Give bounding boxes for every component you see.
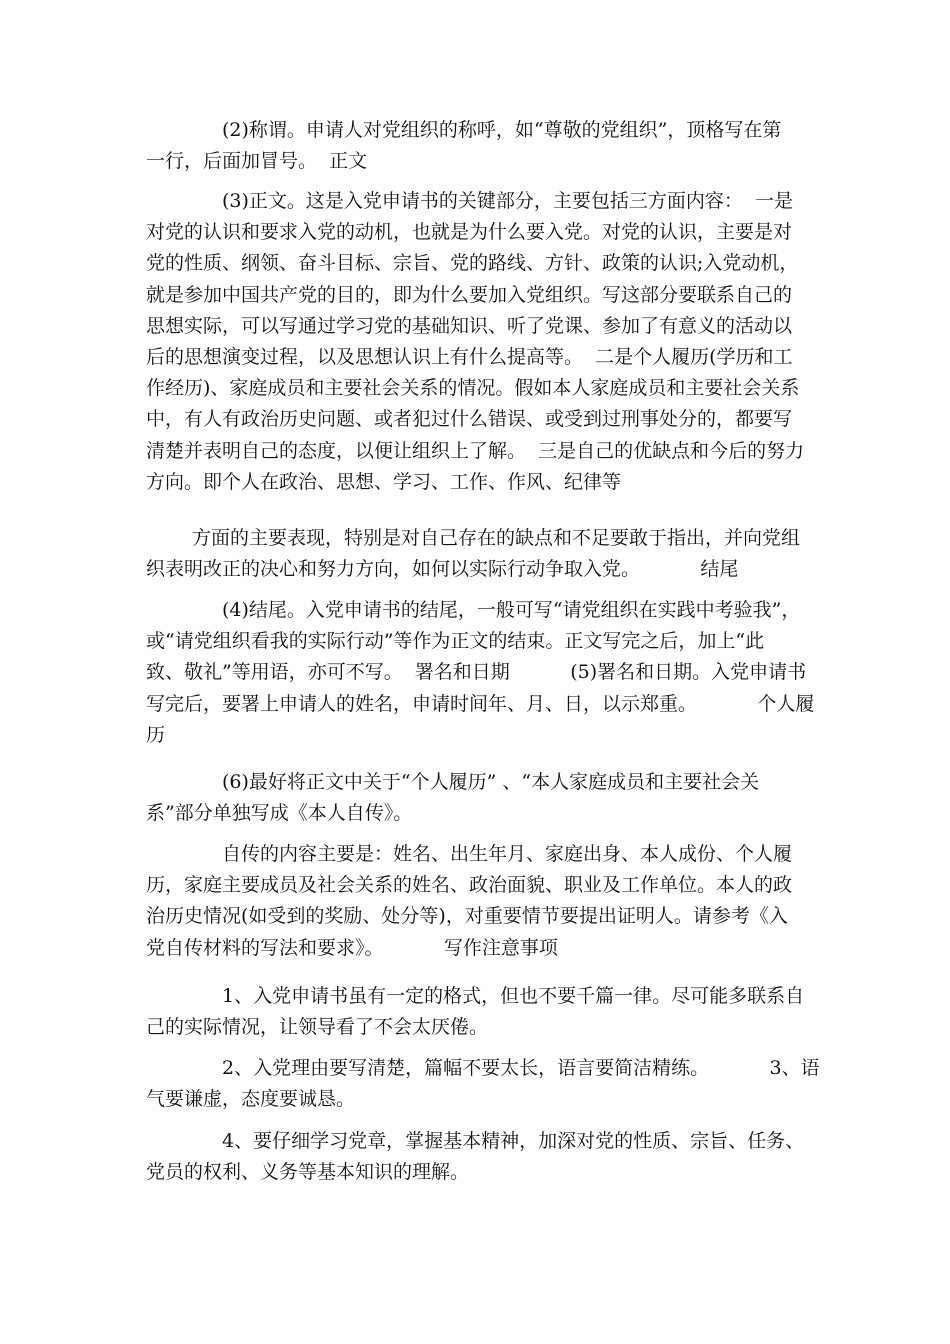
text-line: 党员的权利、义务等基本知识的理解。 [146,1161,470,1184]
paragraph-body-continued [146,523,806,585]
paragraph-appellation [146,115,806,177]
text-line: (3)正文。这是入党申请书的关键部分，主要包括三方面内容： 一是 [222,190,793,212]
text-line: 一行，后面加冒号。 正文 [146,150,368,173]
text-line: 或“请党组织看我的实际行动”等作为正文的结束。正文写完之后，加上“此 [146,630,765,653]
paragraph-note-4 [146,1126,806,1188]
text-line: 致、敬礼”等用语，亦可不写。 署名和日期 (5)署名和日期。入党申请书 [146,661,807,684]
text-line: 对党的认识和要求入党的动机，也就是为什么要入党。对党的认识，主要是对 [146,221,793,244]
text-line: 清楚并表明自己的态度，以便让组织上了解。 三是自己的优缺点和今后的努力 [146,439,805,462]
text-line: 治历史情况(如受到的奖励、处分等)，对重要情节要提出证明人。请参考《入 [146,905,788,928]
paragraph-closing [146,595,815,751]
text-line: 写完后，要署上申请人的姓名，申请时间年、月、日，以示郑重。 个人履 [146,692,815,715]
text-line: 思想实际，可以写通过学习党的基础知识、听了党课、参加了有意义的活动以 [146,314,793,337]
text-line: 气要谦虚，态度要诚恳。 [146,1088,356,1111]
text-line: 就是参加中国共产党的目的，即为什么要加入党组织。写这部分要联系自己的 [146,283,793,306]
text-line: 自传的内容主要是：姓名、出生年月、家庭出身、本人成份、个人履 [222,843,793,865]
paragraph-note-2 [146,1053,820,1115]
text-line: 中，有人有政治历史问题、或者犯过什么错误、或受到过刑事处分的，都要写 [146,408,793,431]
text-line: 织表明改正的决心和努力方向，如何以实际行动争取入党。 结尾 [146,558,739,581]
text-line: 历 [146,723,166,746]
text-line: 党的性质、纲领、奋斗目标、宗旨、党的路线、方针、政策的认识;入党动机， [146,252,799,275]
text-line: 作经历)、家庭成员和主要社会关系的情况。假如本人家庭成员和主要社会关系 [146,377,800,400]
text-line: 后的思想演变过程，以及思想认识上有什么提高等。 二是个人履历(学历和工 [146,346,793,369]
text-line: 1、入党申请书虽有一定的格式，但也不要千篇一律。尽可能多联系自 [222,985,805,1007]
paragraph-note-1 [146,981,806,1043]
paragraph-body [146,186,806,498]
text-line: (6)最好将正文中关于“个人履历” 、“本人家庭成员和主要社会关 [222,771,760,793]
text-line: 方面的主要表现，特别是对自己存在的缺点和不足要敢于指出，并向党组 [192,527,801,549]
text-line: 方向。即个人在政治、思想、学习、工作、作风、纪律等 [146,470,622,493]
text-line: 历，家庭主要成员及社会关系的姓名、政治面貌、职业及工作单位。本人的政 [146,874,793,897]
text-line: 2、入党理由要写清楚，篇幅不要太长，语言要简洁精练。 3、语 [222,1057,820,1079]
text-line: (4)结尾。入党申请书的结尾，一般可写“请党组织在实践中考验我”， [222,599,801,621]
text-line: 4、要仔细学习党章，掌握基本精神，加深对党的性质、宗旨、任务、 [222,1130,805,1152]
text-line: 系”部分单独写成《本人自传》。 [146,802,413,825]
text-line: 党自传材料的写法和要求》。 写作注意事项 [146,936,558,959]
text-line: 己的实际情况，让领导看了不会太厌倦。 [146,1016,489,1039]
paragraph-autobiography [146,839,806,964]
paragraph-resume [146,767,806,829]
text-line: (2)称谓。申请人对党组织的称呼，如“尊敬的党组织”，顶格写在第 [222,119,782,141]
